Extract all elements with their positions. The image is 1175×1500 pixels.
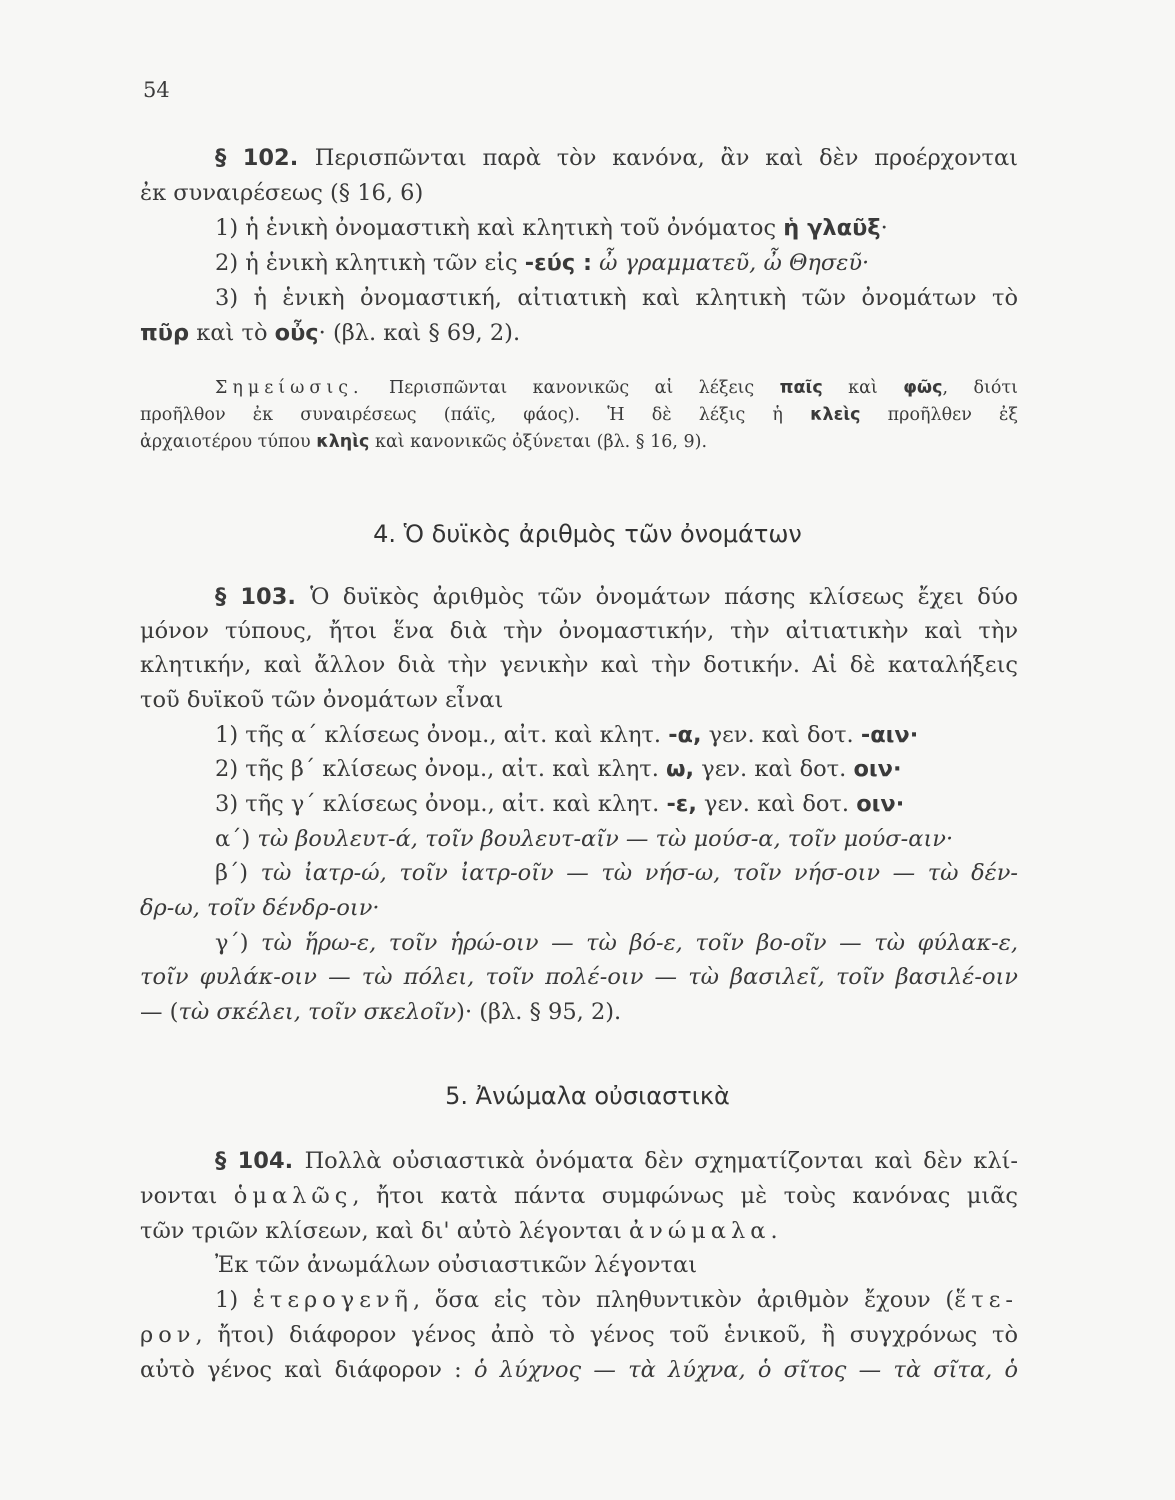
bold-term: οιν·	[856, 791, 905, 817]
text-run: αὐτὸ γένος καὶ διάφορον :	[140, 1357, 474, 1383]
bold-term: § 104.	[215, 1148, 305, 1174]
text-line	[140, 248, 1018, 278]
bold-term: -εύς :	[524, 250, 593, 276]
text-line	[140, 318, 1018, 348]
text-line	[140, 1216, 1018, 1246]
bold-term: οὖς	[274, 320, 319, 346]
text-line	[140, 928, 1018, 958]
spaced-emphasis: ἑτερογενῆ	[252, 1287, 414, 1313]
text-run: προῆλθεν ἐξ	[860, 405, 1018, 425]
text-run: , διότι	[942, 378, 1018, 398]
bold-term: φῶς	[903, 378, 943, 398]
spaced-emphasis: ἕτε-	[954, 1287, 1018, 1313]
text-run: 1) τῆς α΄ κλίσεως ὀνομ., αἰτ. καὶ κλητ.	[215, 722, 669, 748]
text-run: · (βλ. καὶ § 69, 2).	[318, 320, 521, 346]
bold-term: -αιν·	[860, 722, 919, 748]
bold-term: ω,	[666, 756, 695, 782]
note-line	[140, 427, 1018, 457]
text-line	[140, 789, 1018, 819]
text-run: α΄)	[215, 826, 258, 852]
italic-example: τὼ ἥρω-ε, τοῖν ἡρώ-οιν — τὼ βό-ε, τοῖν βο-οῖν — τὼ φύλακ-ε,	[261, 930, 1018, 956]
text-line	[140, 1355, 1018, 1385]
text-run: , ὅσα εἰς τὸν πληθυντικὸν ἀριθμὸν ἔχουν (	[413, 1287, 955, 1313]
bold-term: παῖς	[779, 378, 823, 398]
text-run: 1) ἡ ἑνικὴ ὀνομαστικὴ καὶ κλητικὴ τοῦ ὀνόματος	[215, 215, 784, 241]
text-run: καὶ	[822, 378, 904, 398]
text-run: Περισπῶνται κανονικῶς αἱ λέξεις	[363, 378, 780, 398]
section-heading-5: 5. Ἀνώμαλα οὐσιαστικὰ	[445, 1082, 730, 1110]
text-run: 2) ἡ ἑνικὴ κλητικὴ τῶν εἰς	[215, 250, 525, 276]
text-run: )· (βλ. § 95, 2).	[456, 999, 622, 1025]
bold-term: κλεὶς	[810, 405, 861, 425]
bold-term: οιν·	[853, 756, 902, 782]
text-run: καὶ τὸ	[189, 320, 275, 346]
text-line	[140, 1320, 1018, 1350]
text-run: , ἤτοι) διάφορον γένος ἀπὸ τὸ γένος τοῦ ἑνικοῦ, ἢ συγχρόνως τὸ	[195, 1322, 1018, 1348]
text-run: 3) ἡ ἑνικὴ ὀνομαστική, αἰτιατικὴ καὶ κλητικὴ τῶν ὀνομάτων τὸ	[215, 285, 1018, 311]
text-line	[140, 962, 1018, 992]
text-run: καὶ κανονικῶς ὀξύνεται (βλ. § 16, 9).	[369, 432, 708, 452]
text-run: , ἤτοι κατὰ πάντα συμφώνως μὲ τοὺς κανόνας μιᾶς	[352, 1183, 1018, 1209]
text-line	[140, 685, 1018, 715]
text-run: κλητικήν, καὶ ἄλλον διὰ τὴν γενικὴν καὶ τὴν δοτικήν. Αἱ δὲ καταλήξεις	[140, 652, 1018, 678]
text-line	[140, 650, 1018, 680]
section-heading-4: 4. Ὁ δυϊκὸς ἀριθμὸς τῶν ὀνομάτων	[373, 520, 802, 548]
text-line	[140, 143, 1018, 173]
italic-example: δρ-ω, τοῖν δένδρ-οιν·	[140, 895, 380, 921]
text-run: τοῦ δυϊκοῦ τῶν ὀνομάτων εἶναι	[140, 687, 504, 713]
text-run: Πολλὰ οὐσιαστικὰ ὀνόματα δὲν σχηματίζονται καὶ δὲν κλί-	[304, 1148, 1018, 1174]
bold-term: -ε,	[666, 791, 697, 817]
text-run: β΄)	[215, 860, 261, 886]
text-run: 2) τῆς β΄ κλίσεως ὀνομ., αἰτ. καὶ κλητ.	[215, 756, 666, 782]
text-run: γεν. καὶ δοτ.	[701, 722, 861, 748]
text-line	[140, 616, 1018, 646]
text-line	[140, 213, 1018, 243]
text-run: τῶν τριῶν κλίσεων, καὶ δι' αὐτὸ λέγονται	[140, 1218, 629, 1244]
page-number: 54	[143, 78, 170, 102]
text-line	[140, 178, 1018, 208]
text-run: νονται	[140, 1183, 234, 1209]
text-line	[140, 1285, 1018, 1315]
italic-example: ὁ λύχνος — τὰ λύχνα, ὁ σῖτος — τὰ σῖτα, ὁ	[473, 1357, 1018, 1383]
italic-example: ὦ γραμματεῦ, ὦ Θησεῦ·	[592, 250, 870, 276]
spaced-emphasis: ἀνώμαλα	[628, 1218, 771, 1244]
note-line	[140, 373, 1018, 403]
text-run: Ἐκ τῶν ἀνωμάλων οὐσιαστικῶν λέγονται	[215, 1252, 698, 1278]
bold-term: πῦρ	[140, 320, 190, 346]
text-line	[140, 283, 1018, 313]
text-run: 3) τῆς γ΄ κλίσεως ὀνομ., αἰτ. καὶ κλητ.	[215, 791, 667, 817]
bold-term: § 103.	[215, 584, 311, 610]
text-line	[140, 893, 1018, 923]
text-run: — (	[140, 999, 179, 1025]
note-line	[140, 400, 1018, 430]
text-run: ·	[880, 215, 888, 241]
text-line	[140, 1250, 1018, 1280]
italic-example: τὼ ἰατρ-ώ, τοῖν ἰατρ-οῖν — τὼ νήσ-ω, τοῖν νήσ-οιν — τὼ δέν-	[260, 860, 1018, 886]
text-run: μόνον τύπους, ἤτοι ἕνα διὰ τὴν ὀνομαστικήν, τὴν αἰτιατικὴν καὶ τὴν	[140, 618, 1018, 644]
text-run: Ὁ δυϊκὸς ἀριθμὸς τῶν ὀνομάτων πάσης κλίσεως ἔχει δύο	[310, 584, 1018, 610]
bold-term: § 102.	[215, 145, 315, 171]
text-run: ἀρχαιοτέρου τύπου	[140, 432, 317, 452]
text-run: .	[770, 1218, 778, 1244]
text-run: Περισπῶνται παρὰ τὸν κανόνα, ἂν καὶ δὲν προέρχονται	[314, 145, 1018, 171]
text-line	[140, 720, 1018, 750]
spaced-emphasis: Σημείωσις.	[215, 378, 364, 398]
italic-example: τοῖν φυλάκ-οιν — τὼ πόλει, τοῖν πολέ-οιν — τὼ βασιλεῖ, τοῖν βασιλέ-οιν	[140, 964, 1018, 990]
text-run: προῆλθον ἐκ συναιρέσεως (πάϊς, φάος). Ἡ δὲ λέξις ἡ	[140, 405, 811, 425]
text-run: γεν. καὶ δοτ.	[694, 756, 854, 782]
bold-term: -α,	[668, 722, 702, 748]
italic-example: τὼ σκέλει, τοῖν σκελοῖν	[178, 999, 457, 1025]
text-run: γεν. καὶ δοτ.	[696, 791, 857, 817]
text-run: 1)	[215, 1287, 253, 1313]
bold-term: κληὶς	[316, 432, 370, 452]
text-line	[140, 858, 1018, 888]
spaced-emphasis: ὁμαλῶς	[233, 1183, 353, 1209]
text-line	[140, 1146, 1018, 1176]
text-line	[140, 1181, 1018, 1211]
text-line	[140, 754, 1018, 784]
text-run: γ΄)	[215, 930, 262, 956]
text-line	[140, 824, 1018, 854]
text-line	[140, 582, 1018, 612]
text-run: ἐκ συναιρέσεως (§ 16, 6)	[140, 180, 424, 206]
italic-example: τὼ βουλευτ-ά, τοῖν βουλευτ-αῖν — τὼ μούσ-α, τοῖν μούσ-αιν·	[257, 826, 954, 852]
spaced-emphasis: ρον	[140, 1322, 196, 1348]
bold-term: ἡ γλαῦξ	[783, 215, 881, 241]
text-line	[140, 997, 1018, 1027]
